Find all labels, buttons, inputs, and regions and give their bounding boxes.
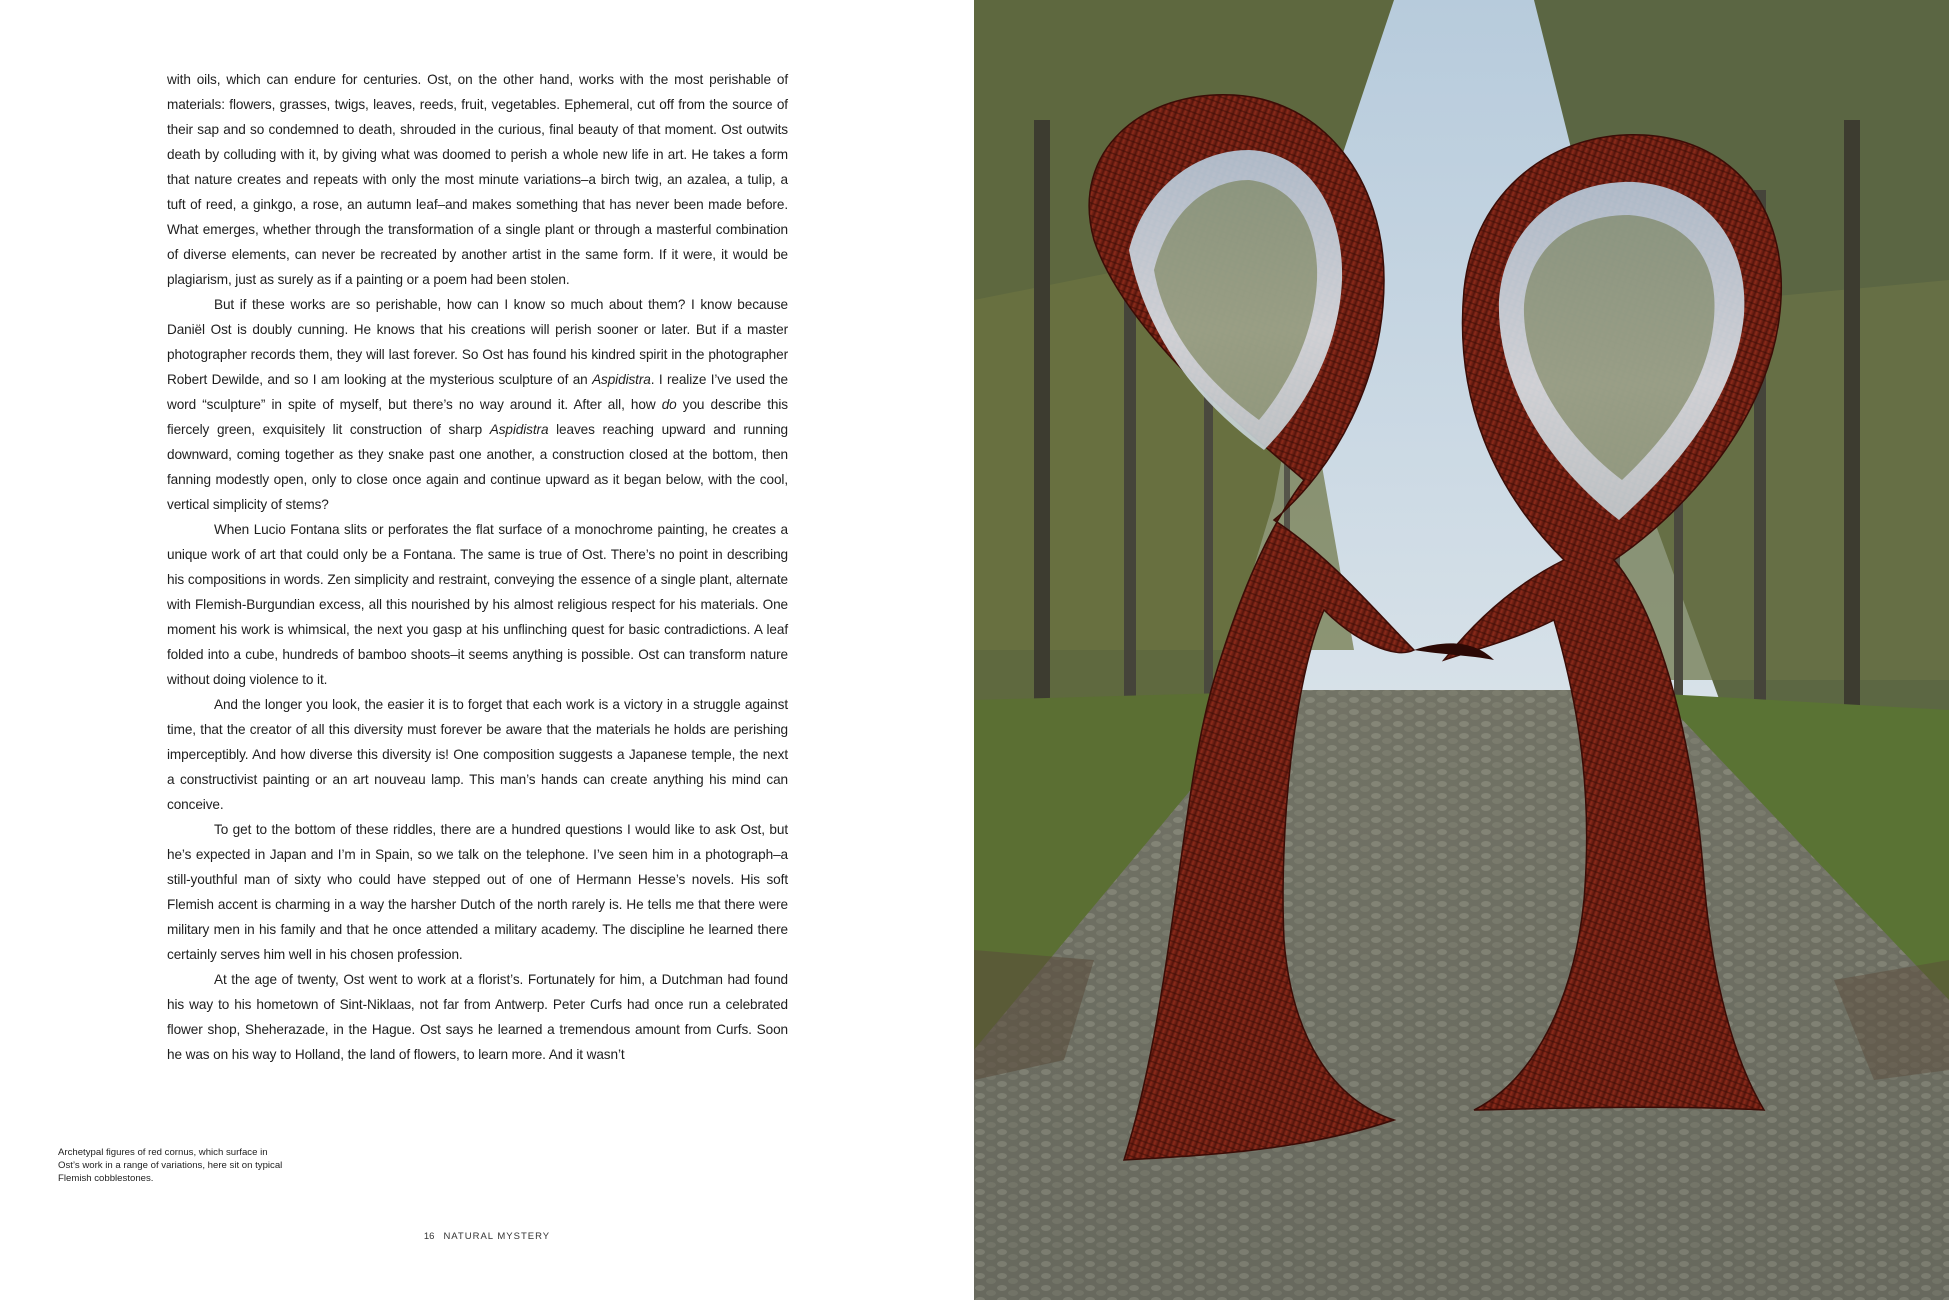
paragraph: At the age of twenty, Ost went to work at a florist’s. Fortunately for him, a Dutchman had found his way to his hometown of Sint-Niklaas, not far from Antwerp. Peter Curfs had once run a celebrated flower shop, Sheherazade, in the Hague. Ost says he learned a tremendous amount from Curfs. Soon he was on his way to Holland, the land of flowers, to learn more. And it wasn’t bbox=[167, 972, 788, 1062]
running-title: NATURAL MYSTERY bbox=[443, 1231, 551, 1242]
italic-term: Aspidistra bbox=[489, 422, 549, 437]
paragraph: When Lucio Fontana slits or perforates the flat surface of a monochrome painting, he creates a unique work of art that could only be a Fontana. The same is true of Ost. There’s no point in describing his compositions in words. Zen simplicity and restraint, conveying the essence of a single plant, alternate with Flemish-Burgundian excess, all this nourished by his almost religious respect for his materials. One moment his work is whimsical, the next you gasp at his unflinching quest for basic contradictions. A leaf folded into a cube, hundreds of bamboo shoots–it seems anything is possible. Ost can transform nature without doing violence to it. bbox=[167, 522, 788, 687]
tree-trunk bbox=[1034, 120, 1050, 720]
paragraph: To get to the bottom of these riddles, there are a hundred questions I would like to ask Ost, but he’s expected in Japan and I’m in Spain, so we talk on the telephone. I’ve seen him in a photograph–a still-youthful man of sixty who could have stepped out of one of Hermann Hesse’s novels. His soft Flemish accent is charming in a way the harsher Dutch of the north rarely is. He tells me that there were military men in his family and that he once attended a military academy. The discipline he learned there certainly serves him well in his chosen profession. bbox=[167, 822, 788, 962]
page-number: 16 bbox=[423, 1231, 435, 1242]
italic-term: do bbox=[661, 397, 677, 412]
paragraph: with oils, which can endure for centuries. Ost, on the other hand, works with the most perishable of materials: flowers, grasses, twigs, leaves, reeds, fruit, vegetables. Ephemeral, cut off from the source of their sap and so condemned to death, shrouded in the curious, final beauty of that moment. Ost outwits death by colluding with it, by giving what was doomed to perish a whole new life in art. He takes a form that nature creates and repeats with only the most minute variations–a birch twig, an azalea, a tulip, a tuft of reed, a ginkgo, a rose, an autumn leaf–and makes something that has never been made before. What emerges, whether through the transformation of a single plant or through a masterful combination of diverse elements, can never be recreated by another artist in the same form. If it were, it would be plagiarism, just as surely as if a painting or a poem had been stolen. bbox=[167, 72, 788, 287]
body-text bbox=[167, 67, 788, 1067]
text-run: you describe this fiercely green, exquisitely lit construction of sharp bbox=[167, 397, 789, 437]
text-run: . I realize I’ve used the word “sculpture” in spite of myself, but there’s no way around it. After all, how bbox=[167, 372, 788, 412]
text-run: But if these works are so perishable, how can I know so much about them? I know because Daniël Ost is doubly cunning. He knows that his creations will perish sooner or later. But if a master photographer records them, they will last forever. So Ost has found his kindred spirit in the photographer Robert Dewilde, and so I am looking at the mysterious sculpture of an bbox=[167, 297, 788, 387]
photo bbox=[974, 0, 1949, 1300]
paragraph bbox=[167, 292, 788, 517]
sculpture-photo-illustration bbox=[974, 0, 1949, 1300]
text-run: leaves reaching upward and running downward, coming together as they snake past one another, a construction closed at the bottom, then fanning modestly open, only to close once again and continue upward as it began below, with the cool, vertical simplicity of stems? bbox=[167, 422, 789, 512]
page-footer bbox=[0, 1231, 974, 1242]
photo-caption: Archetypal figures of red cornus, which surface in Ost’s work in a range of variations, here sit on typical Flemish cobblestones. bbox=[58, 1147, 283, 1184]
left-page bbox=[0, 0, 974, 1300]
italic-term: Aspidistra bbox=[592, 372, 651, 387]
tree-trunk bbox=[1844, 120, 1860, 730]
paragraph: And the longer you look, the easier it is to forget that each work is a victory in a struggle against time, that the creator of all this diversity must forever be aware that the materials he holds are perishing imperceptibly. And how diverse this diversity is! One composition suggests a Japanese temple, the next a constructivist painting or an art nouveau lamp. This man’s hands can create anything his mind can conceive. bbox=[167, 697, 788, 812]
